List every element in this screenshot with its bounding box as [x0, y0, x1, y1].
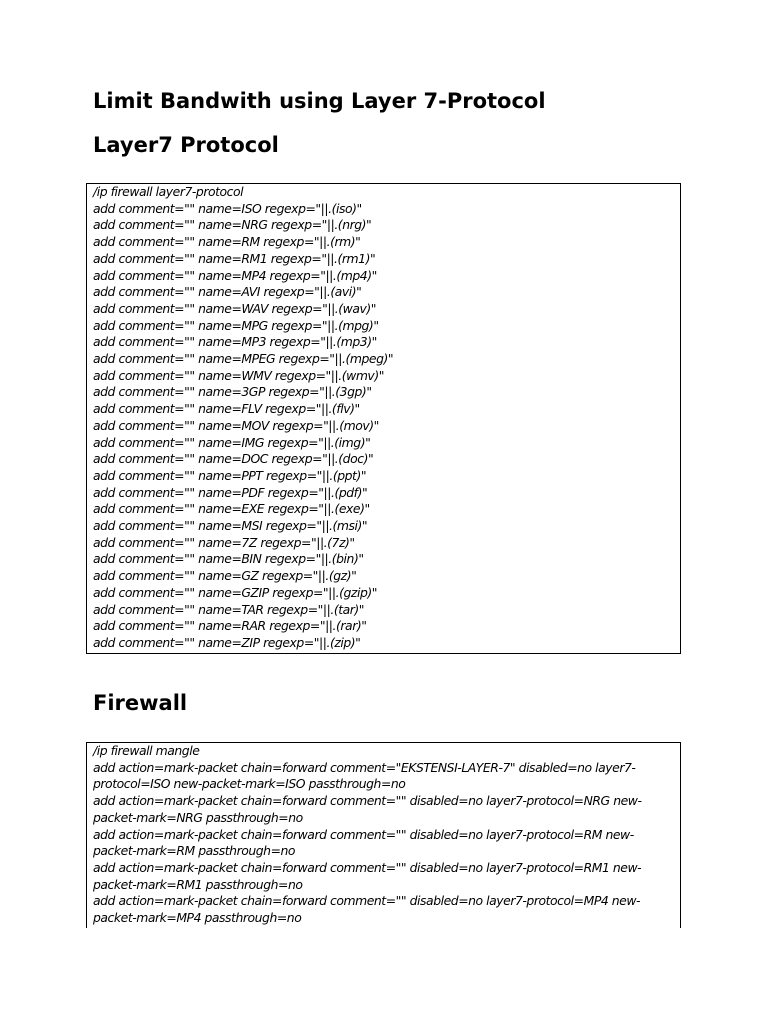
code-block-firewall	[86, 742, 681, 928]
code-line: add comment="" name=PDF regexp="||.(pdf)"	[93, 484, 368, 500]
code-line: add comment="" name=3GP regexp="||.(3gp)"	[93, 384, 372, 400]
code-line: add action=mark-packet chain=forward comment="" disabled=no layer7-protocol=RM new-packet-mark=RM passthrough=no	[93, 826, 634, 859]
code-line: add comment="" name=MSI regexp="||.(msi)"	[93, 518, 368, 534]
code-line: add comment="" name=GZ regexp="||.(gz)"	[93, 568, 357, 584]
code-line: add comment="" name=PPT regexp="||.(ppt)"	[93, 467, 367, 483]
code-line: add action=mark-packet chain=forward comment="" disabled=no layer7-protocol=RM1 new-packet-mark=RM1 passthrough=no	[93, 859, 642, 892]
code-line: add comment="" name=MPEG regexp="||.(mpeg)"	[93, 351, 394, 367]
code-block-layer7	[86, 183, 681, 654]
code-line: add comment="" name=BIN regexp="||.(bin)"	[93, 551, 364, 567]
code-line: add comment="" name=WAV regexp="||.(wav)"	[93, 300, 377, 316]
code-line: add comment="" name=FLV regexp="||.(flv)"	[93, 401, 360, 417]
section-heading-layer7: Layer7 Protocol	[93, 133, 279, 157]
code-line: add comment="" name=DOC regexp="||.(doc)"	[93, 451, 374, 467]
code-line: add comment="" name=MPG regexp="||.(mpg)"	[93, 317, 379, 333]
code-line: add comment="" name=WMV regexp="||.(wmv)"	[93, 367, 384, 383]
document-title: Limit Bandwith using Layer 7-Protocol	[93, 89, 546, 113]
code-line: add comment="" name=MOV regexp="||.(mov)"	[93, 417, 379, 433]
code-line: add comment="" name=TAR regexp="||.(tar)"	[93, 601, 365, 617]
code-line: add action=mark-packet chain=forward comment="EKSTENSI-LAYER-7" disabled=no layer7-protocol=ISO new-packet-mark=ISO passthrough=no	[93, 759, 636, 792]
code-line: add action=mark-packet chain=forward comment="" disabled=no layer7-protocol=NRG new-packet-mark=NRG passthrough=no	[93, 793, 642, 825]
code-line: add comment="" name=GZIP regexp="||.(gzip)"	[93, 584, 377, 600]
code-line: /ip firewall layer7-protocol	[93, 184, 244, 199]
code-line: add comment="" name=RAR regexp="||.(rar)"	[93, 618, 367, 634]
code-line: add comment="" name=MP4 regexp="||.(mp4)"	[93, 267, 377, 283]
code-line: add comment="" name=EXE regexp="||.(exe)"	[93, 501, 370, 517]
code-line: add comment="" name=RM1 regexp="||.(rm1)"	[93, 250, 376, 266]
code-line: add comment="" name=MP3 regexp="||.(mp3)"	[93, 334, 377, 350]
code-line: add comment="" name=RM regexp="||.(rm)"	[93, 234, 361, 250]
code-line: add comment="" name=7Z regexp="||.(7z)"	[93, 534, 355, 550]
code-line: add comment="" name=NRG regexp="||.(nrg)"	[93, 217, 372, 233]
code-line: add comment="" name=AVI regexp="||.(avi)"	[93, 284, 362, 300]
code-line: /ip firewall mangle	[93, 743, 200, 758]
code-line: add action=mark-packet chain=forward comment="" disabled=no layer7-protocol=MP4 new-packet-mark=MP4 passthrough=no	[93, 893, 641, 926]
section-heading-firewall: Firewall	[93, 691, 188, 715]
code-line: add comment="" name=IMG regexp="||.(img)"	[93, 434, 371, 450]
code-line: add comment="" name=ISO regexp="||.(iso)"	[93, 200, 362, 216]
code-line: add comment="" name=ZIP regexp="||.(zip)"	[93, 634, 361, 650]
